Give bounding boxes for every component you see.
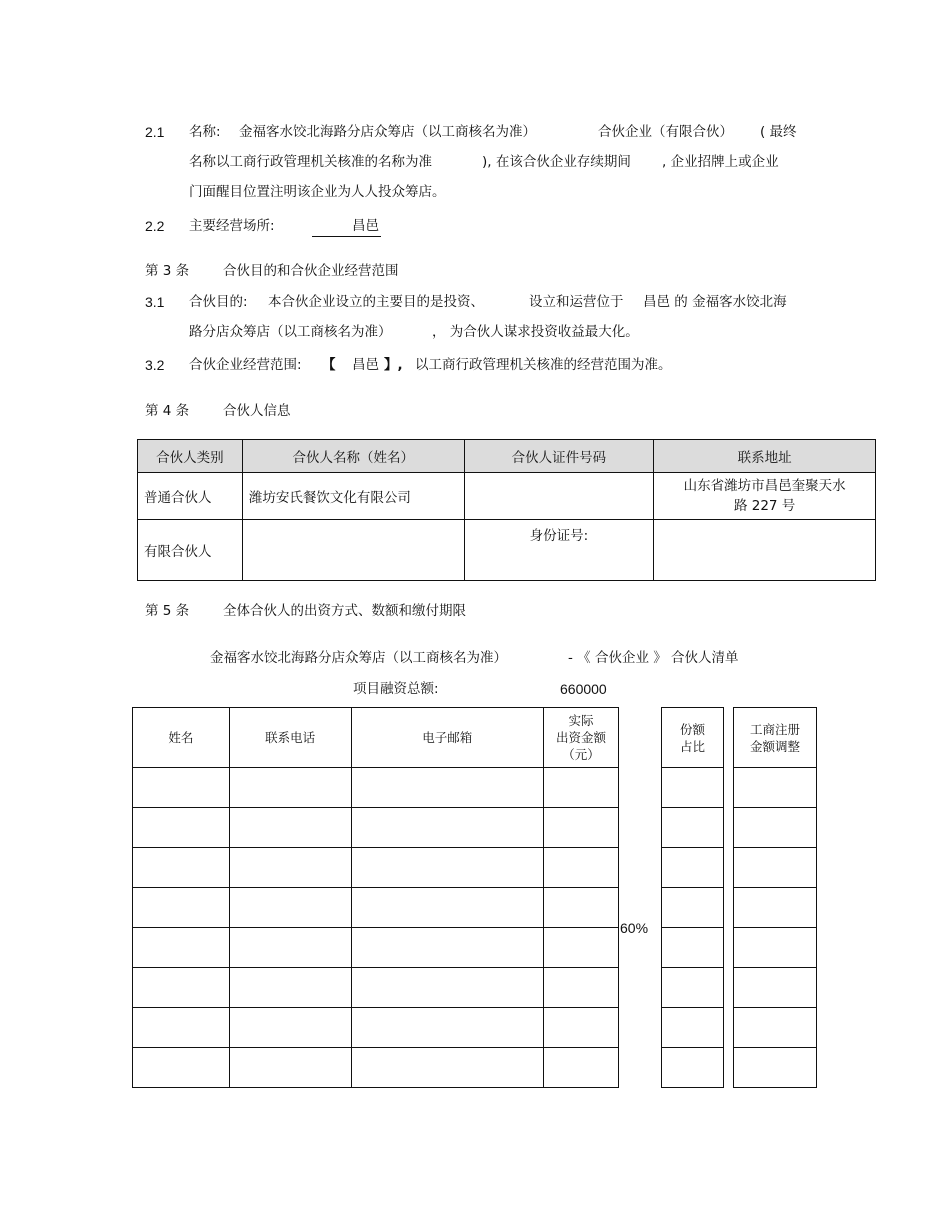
table-row <box>662 968 724 1008</box>
table-row <box>662 1008 724 1048</box>
article-5-title: 第 5 条 <box>145 603 190 619</box>
table-row <box>133 808 619 848</box>
enterprise-type: 合伙企业（有限合伙） <box>598 124 733 140</box>
article-5-heading: 全体合伙人的出资方式、数额和缴付期限 <box>223 603 466 619</box>
scope-label: 合伙企业经营范围: <box>189 357 302 373</box>
share-ratio-table <box>661 707 724 1088</box>
purpose-text: 路分店众筹店（以工商核名为准） <box>189 324 392 340</box>
phone-cell[interactable] <box>229 928 351 968</box>
enterprise-name: 金福客水饺北海路分店众筹店（以工商核名为准） <box>239 124 536 140</box>
table-row <box>734 848 817 888</box>
section-2-2-number: 2.2 <box>145 218 165 234</box>
article-3-title: 第 3 条 <box>145 263 190 279</box>
header-email: 电子邮箱 <box>351 708 544 768</box>
share-cell[interactable] <box>662 1008 724 1048</box>
partner-address-cell <box>654 473 876 520</box>
registration-adjust-header <box>734 708 817 768</box>
section-3-1-number: 3.1 <box>145 294 165 310</box>
table-row <box>734 808 817 848</box>
purpose-text: 本合伙企业设立的主要目的是投资、 <box>268 294 484 310</box>
phone-cell[interactable] <box>229 888 351 928</box>
partner-type-cell: 有限合伙人 <box>138 520 243 581</box>
email-cell[interactable] <box>351 968 544 1008</box>
table-row <box>133 1008 619 1048</box>
amount-cell[interactable] <box>544 968 619 1008</box>
header-name: 姓名 <box>133 708 230 768</box>
amount-cell[interactable] <box>544 1008 619 1048</box>
amount-cell[interactable] <box>544 888 619 928</box>
bracket-open: 【 <box>322 357 336 373</box>
header-registration-adjust <box>734 708 817 768</box>
partners-table-header <box>138 440 876 473</box>
table-row <box>734 928 817 968</box>
adjust-cell[interactable] <box>734 928 817 968</box>
adjust-cell[interactable] <box>734 968 817 1008</box>
percent-value: 60% <box>620 920 649 936</box>
header-phone: 联系电话 <box>229 708 351 768</box>
email-cell[interactable] <box>351 1048 544 1088</box>
table-row <box>734 968 817 1008</box>
table-row <box>734 888 817 928</box>
list-title-suffix: - 《 合伙企业 》 合伙人清单 <box>568 650 739 666</box>
section-3-2-number: 3.2 <box>145 357 165 373</box>
table-row <box>138 473 876 520</box>
email-cell[interactable] <box>351 848 544 888</box>
share-cell[interactable] <box>662 808 724 848</box>
email-cell[interactable] <box>351 928 544 968</box>
total-financing-label: 项目融资总额: <box>353 681 439 697</box>
scope-value: 昌邑 <box>352 357 379 373</box>
section-2-1-text: 名称以工商行政管理机关核准的名称为准 <box>189 154 432 170</box>
phone-cell[interactable] <box>229 808 351 848</box>
section-2-1-label: 名称: <box>189 124 221 140</box>
article-4-title: 第 4 条 <box>145 403 190 419</box>
amount-cell[interactable] <box>544 848 619 888</box>
email-cell[interactable] <box>351 888 544 928</box>
name-cell[interactable] <box>133 1008 230 1048</box>
share-cell[interactable] <box>662 768 724 808</box>
phone-cell[interactable] <box>229 768 351 808</box>
total-financing-value: 660000 <box>560 681 607 697</box>
address-line-1: 山东省潍坊市昌邑奎聚天水 <box>683 478 846 494</box>
table-row <box>662 928 724 968</box>
name-cell[interactable] <box>133 808 230 848</box>
list-title: 金福客水饺北海路分店众筹店（以工商核名为准） <box>210 650 507 666</box>
partners-table <box>137 439 876 581</box>
article-4-heading: 合伙人信息 <box>223 403 291 419</box>
name-cell[interactable] <box>133 1048 230 1088</box>
business-place-label: 主要经营场所: <box>189 218 275 234</box>
header-partner-name: 合伙人名称（姓名） <box>242 440 464 473</box>
header-share-line-1: 份额 <box>679 721 705 737</box>
name-cell[interactable] <box>133 928 230 968</box>
share-cell[interactable] <box>662 928 724 968</box>
amount-cell[interactable] <box>544 1048 619 1088</box>
table-row <box>133 848 619 888</box>
share-ratio-header <box>662 708 724 768</box>
purpose-text: ， 为合伙人谋求投资收益最大化。 <box>432 324 639 340</box>
scope-text: 以工商行政管理机关核准的经营范围为准。 <box>415 357 672 373</box>
adjust-cell[interactable] <box>734 808 817 848</box>
phone-cell[interactable] <box>229 1008 351 1048</box>
adjust-cell[interactable] <box>734 768 817 808</box>
table-row <box>133 888 619 928</box>
share-cell[interactable] <box>662 888 724 928</box>
partner-address-cell <box>654 520 876 581</box>
header-reg-line-2: 金额调整 <box>749 738 800 754</box>
section-2-1-text: , 企业招牌上或企业 <box>662 154 779 170</box>
adjust-cell[interactable] <box>734 848 817 888</box>
header-amount-line-3: （元） <box>562 747 600 762</box>
table-row <box>662 768 724 808</box>
partner-id-cell <box>464 473 654 520</box>
partner-id-cell: 身份证号: <box>464 520 654 581</box>
purpose-text: 昌邑 的 金福客水饺北海 <box>643 294 787 310</box>
table-row <box>734 1048 817 1088</box>
table-row <box>662 888 724 928</box>
header-partner-address: 联系地址 <box>654 440 876 473</box>
share-cell[interactable] <box>662 968 724 1008</box>
header-share-line-2: 占比 <box>679 738 705 754</box>
amount-cell[interactable] <box>544 808 619 848</box>
partner-name-cell <box>242 520 464 581</box>
adjust-cell[interactable] <box>734 888 817 928</box>
header-amount-line-1: 实际 <box>568 713 594 728</box>
adjust-cell[interactable] <box>734 1048 817 1088</box>
name-cell[interactable] <box>133 848 230 888</box>
table-row <box>133 968 619 1008</box>
name-cell[interactable] <box>133 768 230 808</box>
bracket-close: 】, <box>384 357 403 373</box>
table-row <box>734 1008 817 1048</box>
email-cell[interactable] <box>351 808 544 848</box>
header-amount-line-2: 出资金额 <box>556 730 607 745</box>
partner-name-cell: 潍坊安氏餐饮文化有限公司 <box>242 473 464 520</box>
table-row <box>133 768 619 808</box>
table-row <box>133 928 619 968</box>
amount-cell[interactable] <box>544 768 619 808</box>
partner-list-header <box>133 708 619 768</box>
table-row <box>662 1048 724 1088</box>
table-row <box>133 1048 619 1088</box>
header-amount <box>544 708 619 768</box>
header-share-ratio <box>662 708 724 768</box>
table-row <box>138 520 876 581</box>
partner-list-table <box>132 707 619 1088</box>
section-2-1-number: 2.1 <box>145 124 165 140</box>
section-2-1-text: 门面醒目位置注明该企业为人人投众筹店。 <box>189 184 446 200</box>
share-cell[interactable] <box>662 848 724 888</box>
header-reg-line-1: 工商注册 <box>749 721 800 737</box>
phone-cell[interactable] <box>229 848 351 888</box>
address-line-2: 路 227 号 <box>733 498 796 514</box>
header-partner-id: 合伙人证件号码 <box>464 440 654 473</box>
purpose-label: 合伙目的: <box>189 294 248 310</box>
name-cell[interactable] <box>133 888 230 928</box>
adjust-cell[interactable] <box>734 1008 817 1048</box>
share-cell[interactable] <box>662 1048 724 1088</box>
partner-type-cell: 普通合伙人 <box>138 473 243 520</box>
article-3-heading: 合伙目的和合伙企业经营范围 <box>223 263 399 279</box>
header-partner-type: 合伙人类别 <box>138 440 243 473</box>
business-place-value: 昌邑 <box>312 217 381 237</box>
phone-cell[interactable] <box>229 968 351 1008</box>
name-cell[interactable] <box>133 968 230 1008</box>
email-cell[interactable] <box>351 1008 544 1048</box>
section-2-1-text: ( 最终 <box>760 124 797 140</box>
amount-cell[interactable] <box>544 928 619 968</box>
table-row <box>662 848 724 888</box>
email-cell[interactable] <box>351 768 544 808</box>
purpose-text: 设立和运营位于 <box>529 294 624 310</box>
table-row <box>662 808 724 848</box>
phone-cell[interactable] <box>229 1048 351 1088</box>
registration-adjust-table <box>733 707 817 1088</box>
section-2-1-text: ), 在该合伙企业存续期间 <box>482 154 631 170</box>
table-row <box>734 768 817 808</box>
